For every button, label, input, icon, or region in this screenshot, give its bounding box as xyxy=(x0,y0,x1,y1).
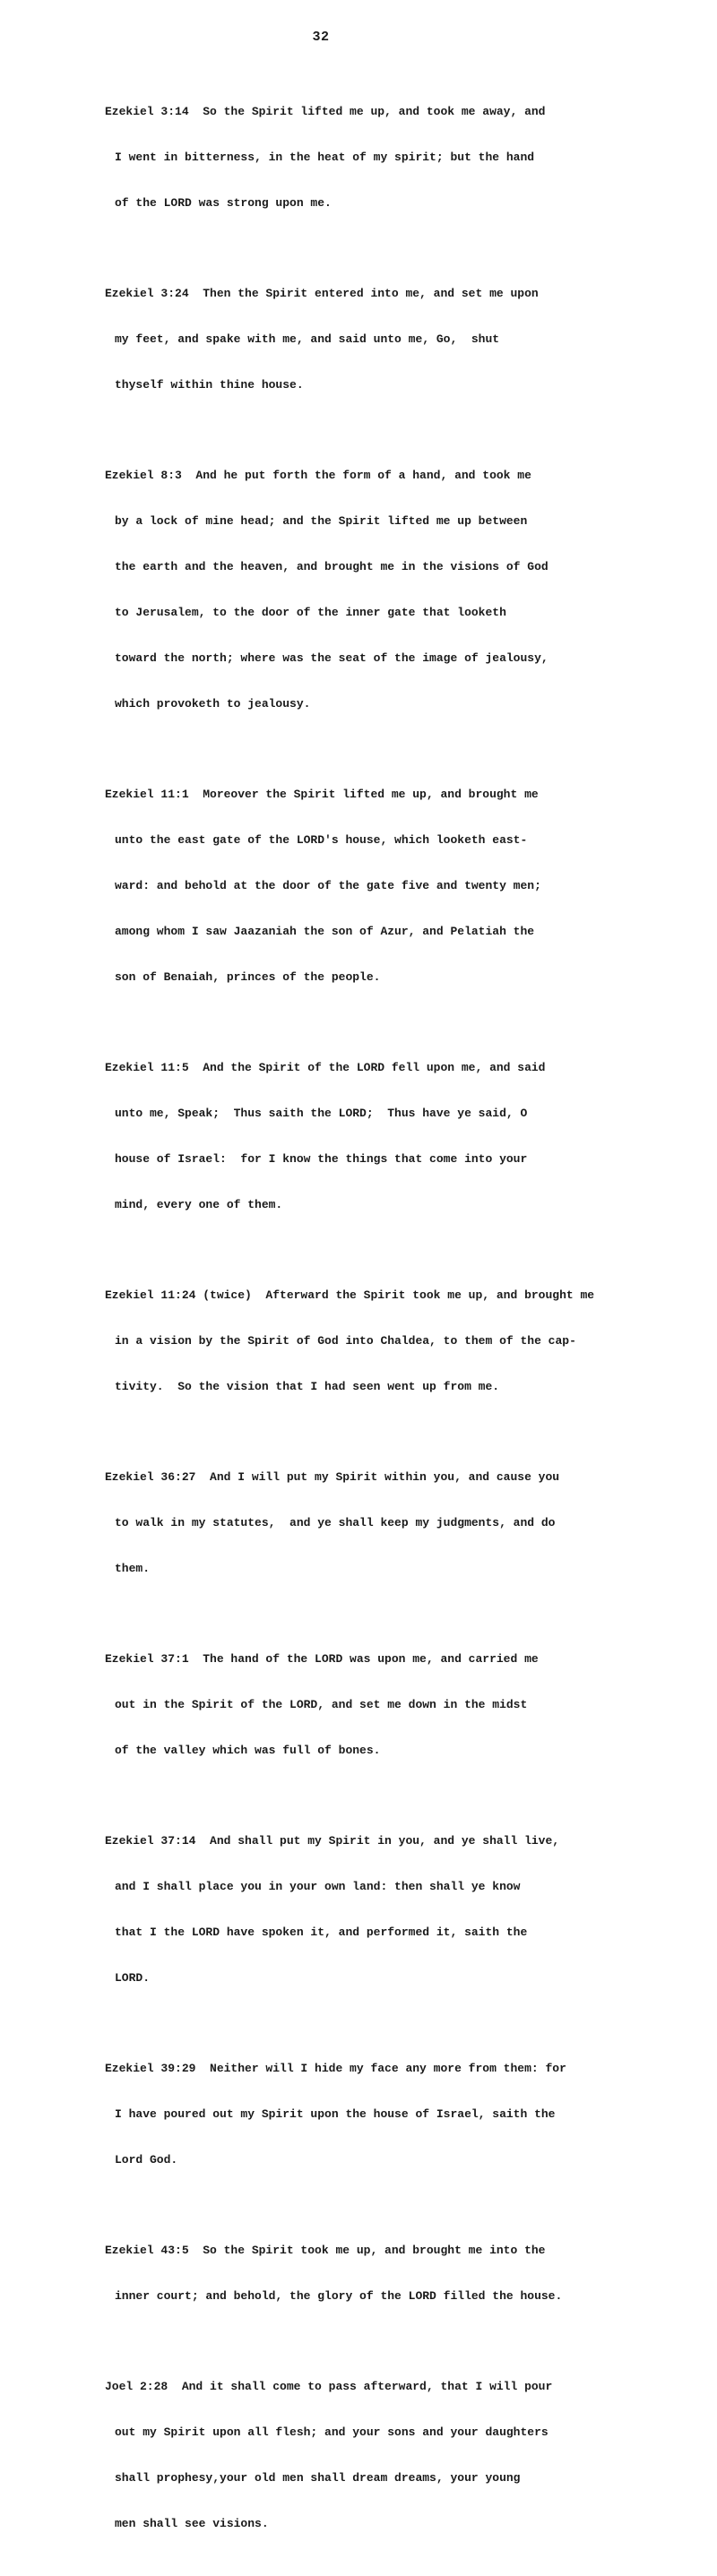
entry-line: of the LORD was strong upon me. xyxy=(115,196,332,210)
entry-line: Ezekiel 39:29 Neither will I hide my face any more from them: for xyxy=(105,2062,566,2075)
scripture-entry xyxy=(105,1030,705,1243)
entry-line: by a lock of mine head; and the Spirit lifted me up between xyxy=(115,514,528,528)
entry-line: son of Benaiah, princes of the people. xyxy=(115,970,381,984)
entry-line: I went in bitterness, in the heat of my spirit; but the hand xyxy=(115,151,535,164)
scripture-entry xyxy=(105,2348,705,2562)
entry-line: the earth and the heaven, and brought me in the visions of God xyxy=(115,560,549,573)
entry-line: of the valley which was full of bones. xyxy=(115,1744,381,1757)
entry-line: unto me, Speak; Thus saith the LORD; Thus have ye said, O xyxy=(115,1107,528,1120)
entry-line: Ezekiel 37:1 The hand of the LORD was upon me, and carried me xyxy=(105,1652,539,1666)
entry-line: unto the east gate of the LORD's house, which looketh east- xyxy=(115,833,528,847)
entry-line: inner court; and behold, the glory of the LORD filled the house. xyxy=(115,2289,563,2303)
entry-line: in a vision by the Spirit of God into Chaldea, to them of the cap- xyxy=(115,1334,576,1348)
scripture-entry xyxy=(105,756,705,1015)
entry-line: Ezekiel 3:14 So the Spirit lifted me up, and took me away, and xyxy=(105,105,546,118)
entry-line: Joel 2:28 And it shall come to pass afterward, that I will pour xyxy=(105,2380,553,2393)
scripture-entry xyxy=(105,1803,705,2016)
entry-line: Ezekiel 8:3 And he put forth the form of a hand, and took me xyxy=(105,469,531,482)
entry-line: out in the Spirit of the LORD, and set me down in the midst xyxy=(115,1698,528,1711)
scripture-entries xyxy=(105,73,705,2576)
scripture-entry xyxy=(105,1257,705,1425)
scripture-entry xyxy=(105,73,705,241)
entry-line: which provoketh to jealousy. xyxy=(115,697,311,711)
entry-line: my feet, and spake with me, and said unto me, Go, shut xyxy=(115,332,500,346)
entry-line: Ezekiel 43:5 So the Spirit took me up, and brought me into the xyxy=(105,2244,546,2257)
entry-line: toward the north; where was the seat of the image of jealousy, xyxy=(115,651,549,665)
entry-line: LORD. xyxy=(115,1971,151,1985)
entry-line: tivity. So the vision that I had seen went up from me. xyxy=(115,1380,500,1393)
entry-line: Ezekiel 37:14 And shall put my Spirit in you, and ye shall live, xyxy=(105,1834,560,1848)
entry-line: Ezekiel 3:24 Then the Spirit entered into me, and set me upon xyxy=(105,287,539,300)
scripture-entry xyxy=(105,2212,705,2334)
entry-line: to walk in my statutes, and ye shall keep my judgments, and do xyxy=(115,1516,556,1529)
scripture-entry xyxy=(105,1439,705,1607)
scripture-entry xyxy=(105,2030,705,2198)
page-number: 32 xyxy=(312,30,330,45)
entry-line: Ezekiel 36:27 And I will put my Spirit within you, and cause you xyxy=(105,1470,560,1484)
entry-line: out my Spirit upon all flesh; and your sons and your daughters xyxy=(115,2425,549,2439)
entry-line: Lord God. xyxy=(115,2153,178,2167)
entry-line: I have poured out my Spirit upon the house of Israel, saith the xyxy=(115,2107,556,2121)
scripture-entry xyxy=(105,437,705,742)
scripture-entry xyxy=(105,1621,705,1788)
entry-line: shall prophesy,your old men shall dream dreams, your young xyxy=(115,2471,521,2485)
entry-line: mind, every one of them. xyxy=(115,1198,283,1211)
entry-line: thyself within thine house. xyxy=(115,378,304,392)
entry-line: Ezekiel 11:5 And the Spirit of the LORD fell upon me, and said xyxy=(105,1061,546,1074)
entry-line: men shall see visions. xyxy=(115,2517,269,2530)
entry-line: Ezekiel 11:1 Moreover the Spirit lifted me up, and brought me xyxy=(105,788,539,801)
entry-line: and I shall place you in your own land: then shall ye know xyxy=(115,1880,521,1893)
scripture-entry xyxy=(105,255,705,423)
entry-line: among whom I saw Jaazaniah the son of Azur, and Pelatiah the xyxy=(115,925,535,938)
entry-line: them. xyxy=(115,1562,151,1575)
entry-line: to Jerusalem, to the door of the inner gate that looketh xyxy=(115,606,506,619)
entry-line: ward: and behold at the door of the gate five and twenty men; xyxy=(115,879,541,892)
entry-line: that I the LORD have spoken it, and performed it, saith the xyxy=(115,1926,528,1939)
entry-line: Ezekiel 11:24 (twice) Afterward the Spirit took me up, and brought me xyxy=(105,1288,595,1302)
entry-line: house of Israel: for I know the things that come into your xyxy=(115,1152,528,1166)
